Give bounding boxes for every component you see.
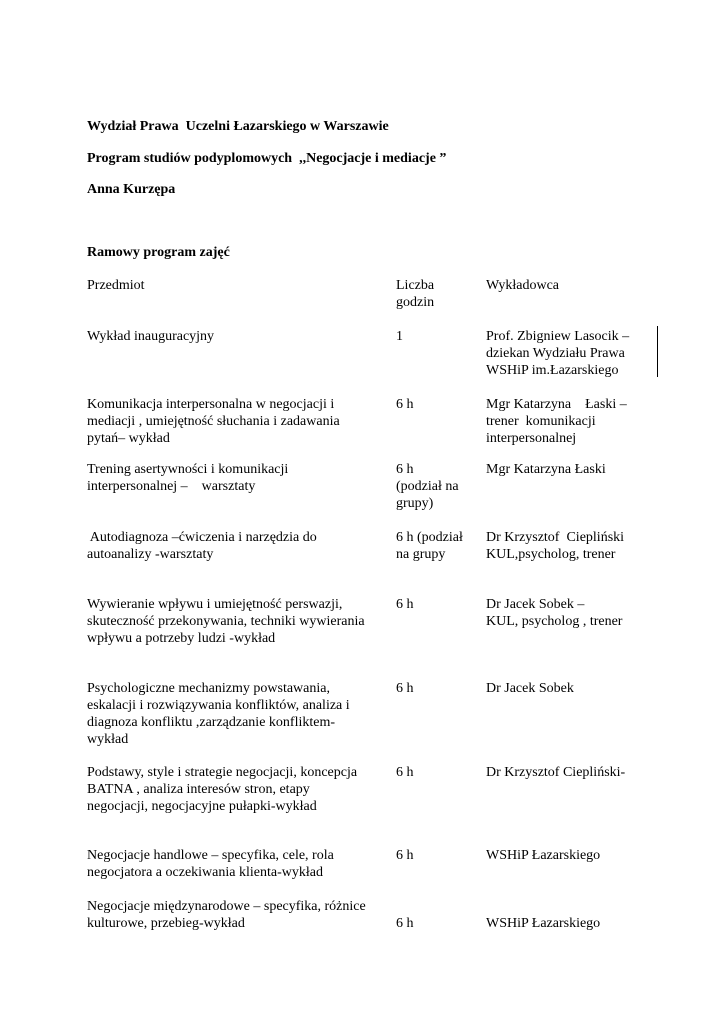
text-line — [396, 898, 478, 915]
text-line: grupy) — [396, 496, 434, 511]
text-line — [486, 898, 651, 915]
text-line: Mgr Katarzyna Łaski — [486, 462, 606, 477]
text-line: Trening asertywności i komunikacji — [87, 462, 289, 477]
text-line: Wykładowca — [486, 278, 560, 293]
hours-cell — [396, 529, 478, 563]
text-line: 6 h — [396, 597, 414, 612]
text-line: wpływu a potrzeby ludzi -wykład — [87, 631, 276, 646]
text-line: Psychologiczne mechanizmy powstawania, — [87, 681, 330, 696]
subject-cell — [87, 680, 382, 748]
lecturer-cell — [486, 898, 651, 932]
lecturer-cell — [486, 847, 651, 864]
text-line: Przedmiot — [87, 278, 145, 293]
subject-cell — [87, 396, 382, 447]
text-line: Negocjacje handlowe – specyfika, cele, rola — [87, 848, 334, 863]
text-line: na grupy — [396, 547, 446, 562]
text-line: Podstawy, style i strategie negocjacji, koncepcja — [87, 765, 358, 780]
text-line: skuteczność przekonywania, techniki wywierania — [87, 614, 365, 629]
text-line: negocjacji, negocjacyjne pułapki-wykład — [87, 799, 317, 814]
lecturer-cell — [486, 529, 651, 563]
lecturer-cell — [486, 764, 651, 781]
lecturer-cell — [486, 328, 651, 379]
margin-change-bar — [657, 326, 658, 377]
text-line: trener komunikacji — [486, 414, 596, 429]
lecturer-cell — [486, 596, 651, 630]
column-header — [87, 277, 382, 294]
subject-cell — [87, 847, 382, 881]
section-title: Ramowy program zajęć — [87, 245, 230, 260]
text-line: KUL, psycholog , trener — [486, 614, 623, 629]
subject-cell — [87, 529, 382, 563]
text-line: (podział na — [396, 479, 459, 494]
text-line: negocjatora a oczekiwania klienta-wykład — [87, 865, 323, 880]
text-line: 6 h — [396, 848, 414, 863]
text-line: 6 h — [396, 681, 414, 696]
program-title: Program studiów podyplomowych ,,Negocjacje i mediacje ” — [87, 151, 447, 166]
lecturer-cell — [486, 680, 651, 697]
lecturer-cell — [486, 396, 651, 447]
subject-cell — [87, 764, 382, 815]
text-line: Dr Krzysztof Ciepliński — [486, 530, 625, 545]
faculty-title: Wydział Prawa Uczelni Łazarskiego w Warszawie — [87, 119, 389, 134]
subject-cell — [87, 328, 382, 345]
text-line: WSHiP Łazarskiego — [486, 848, 601, 863]
text-line: eskalacji i rozwiązywania konfliktów, analiza i — [87, 698, 350, 713]
text-line: autoanalizy -warsztaty — [87, 547, 214, 562]
text-line: diagnoza konfliktu ,zarządzanie konfliktem- — [87, 715, 336, 730]
text-line: interpersonalnej – warsztaty — [87, 479, 256, 494]
subject-cell — [87, 898, 382, 932]
hours-cell — [396, 847, 478, 864]
text-line: Dr Krzysztof Ciepliński- — [486, 765, 626, 780]
subject-cell — [87, 461, 382, 495]
hours-cell — [396, 328, 478, 345]
text-line: 6 h — [396, 765, 414, 780]
text-line: Liczba — [396, 278, 435, 293]
hours-cell — [396, 764, 478, 781]
hours-cell — [396, 898, 478, 932]
text-line: Dr Jacek Sobek – — [486, 597, 585, 612]
lecturer-cell — [486, 461, 651, 478]
text-line: Dr Jacek Sobek — [486, 681, 574, 696]
text-line: mediacji , umiejętność słuchania i zadawania — [87, 414, 340, 429]
text-line: Komunikacja interpersonalna w negocjacji i — [87, 397, 335, 412]
hours-cell — [396, 680, 478, 697]
text-line: 6 h (podział — [396, 530, 463, 545]
column-header — [486, 277, 651, 294]
text-line: Negocjacje międzynarodowe – specyfika, różnice — [87, 899, 366, 914]
text-line: KUL,psycholog, trener — [486, 547, 616, 562]
column-header — [396, 277, 478, 311]
text-line: pytań– wykład — [87, 431, 170, 446]
text-line: WSHiP Łazarskiego — [486, 916, 601, 931]
text-line: WSHiP im.Łazarskiego — [486, 363, 619, 378]
text-line: Mgr Katarzyna Łaski – — [486, 397, 627, 412]
hours-cell — [396, 396, 478, 413]
text-line: Prof. Zbigniew Lasocik – — [486, 329, 630, 344]
text-line: 6 h — [396, 916, 414, 931]
subject-cell — [87, 596, 382, 647]
hours-cell — [396, 596, 478, 613]
text-line: Wykład inauguracyjny — [87, 329, 215, 344]
text-line: 6 h — [396, 462, 414, 477]
text-line: godzin — [396, 295, 435, 310]
text-line: wykład — [87, 732, 129, 747]
text-line: Autodiagnoza –ćwiczenia i narzędzia do — [87, 530, 317, 545]
text-line: dziekan Wydziału Prawa — [486, 346, 625, 361]
text-line: Wywieranie wpływu i umiejętność perswazji, — [87, 597, 343, 612]
hours-cell — [396, 461, 478, 512]
text-line: 6 h — [396, 397, 414, 412]
text-line: kulturowe, przebieg-wykład — [87, 916, 245, 931]
text-line: 1 — [396, 329, 403, 344]
text-line: BATNA , analiza interesów stron, etapy — [87, 782, 310, 797]
text-line: interpersonalnej — [486, 431, 577, 446]
author-name: Anna Kurzępa — [87, 182, 176, 197]
